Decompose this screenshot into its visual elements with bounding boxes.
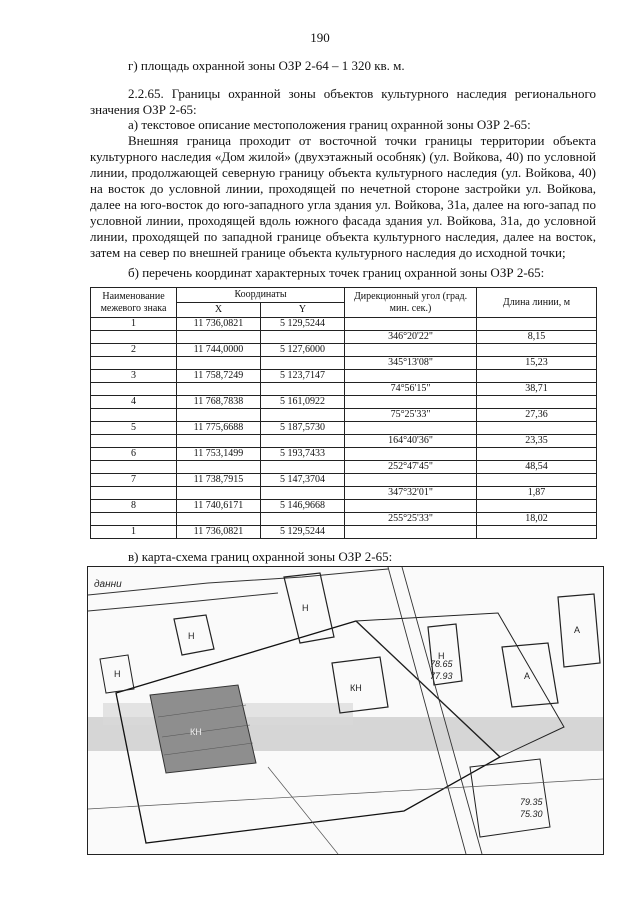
coordinates-table [90, 287, 597, 539]
table-cell [261, 487, 345, 500]
table-cell [91, 331, 177, 344]
table-cell [177, 513, 261, 526]
segment-angle: 74°56'15" [345, 383, 477, 396]
table-cell [91, 435, 177, 448]
header-x: X [177, 303, 261, 318]
point-y: 5 129,5244 [261, 318, 345, 331]
table-cell [477, 396, 597, 409]
point-y: 5 129,5244 [261, 526, 345, 539]
table-row [91, 474, 597, 487]
boundary-map [87, 566, 604, 855]
elevation-label: 77.93 [430, 671, 453, 681]
table-cell [91, 383, 177, 396]
header-y: Y [261, 303, 345, 318]
segment-angle: 164°40'36" [345, 435, 477, 448]
table-cell [177, 409, 261, 422]
elevation-label: 78.65 [430, 659, 453, 669]
street-line [402, 567, 482, 854]
point-y: 5 187,5730 [261, 422, 345, 435]
table-cell [91, 409, 177, 422]
table-cell [477, 500, 597, 513]
table-cell [345, 422, 477, 435]
table-row [91, 383, 597, 396]
point-x: 11 740,6171 [177, 500, 261, 513]
table-cell [477, 448, 597, 461]
segment-angle: 345°13'08" [345, 357, 477, 370]
point-x: 11 775,6688 [177, 422, 261, 435]
point-y: 5 147,3704 [261, 474, 345, 487]
table-cell [261, 357, 345, 370]
table-row [91, 487, 597, 500]
table-row [91, 357, 597, 370]
point-y: 5 123,7147 [261, 370, 345, 383]
map-label: данни [94, 579, 122, 590]
table-cell [177, 331, 261, 344]
table-cell [477, 344, 597, 357]
table-cell [91, 487, 177, 500]
table-row [91, 331, 597, 344]
table-row [91, 422, 597, 435]
map-label: А [524, 671, 531, 681]
point-name: 8 [91, 500, 177, 513]
table-row [91, 461, 597, 474]
table-cell [345, 370, 477, 383]
segment-length: 23,35 [477, 435, 597, 448]
point-name: 4 [91, 396, 177, 409]
segment-length: 15,23 [477, 357, 597, 370]
table-cell [345, 448, 477, 461]
segment-angle: 347°32'01" [345, 487, 477, 500]
area-paragraph: г) площадь охранной зоны ОЗР 2-64 – 1 320 кв. м. [128, 58, 405, 73]
point-y: 5 146,9668 [261, 500, 345, 513]
point-name: 3 [91, 370, 177, 383]
street-line [88, 593, 278, 611]
table-row [91, 318, 597, 331]
point-y: 5 127,6000 [261, 344, 345, 357]
header-coords: Координаты [177, 288, 345, 303]
table-cell [177, 357, 261, 370]
header-angle: Дирекционный угол (град. мин. сек.) [345, 288, 477, 318]
table-cell [91, 461, 177, 474]
table-row [91, 409, 597, 422]
subheading-a: а) текстовое описание местоположения границ охранной зоны ОЗР 2-65: [128, 117, 531, 132]
table-row [91, 435, 597, 448]
table-row [91, 370, 597, 383]
point-name: 1 [91, 318, 177, 331]
heritage-building [150, 685, 256, 773]
section-heading: 2.2.65. Границы охранной зоны объектов культурного наследия регионального значения ОЗР 2-65: [90, 86, 596, 117]
point-x: 11 736,0821 [177, 318, 261, 331]
map-label: А [574, 625, 581, 635]
street-line [88, 569, 388, 595]
map-drawing [88, 567, 603, 854]
segment-length: 27,36 [477, 409, 597, 422]
table-cell [477, 474, 597, 487]
page-number: 190 [310, 30, 330, 45]
map-label: Н [188, 631, 195, 641]
table-cell [261, 461, 345, 474]
segment-angle: 75°25'33" [345, 409, 477, 422]
point-name: 2 [91, 344, 177, 357]
table-cell [177, 383, 261, 396]
point-y: 5 161,0922 [261, 396, 345, 409]
table-cell [477, 370, 597, 383]
table-cell [345, 396, 477, 409]
subheading-b: б) перечень координат характерных точек границ охранной зоны ОЗР 2-65: [128, 265, 545, 280]
header-length: Длина линии, м [477, 288, 597, 318]
elevation-label: 75.30 [520, 809, 543, 819]
table-cell [345, 500, 477, 513]
segment-angle: 255°25'33" [345, 513, 477, 526]
table-row [91, 448, 597, 461]
table-cell [177, 487, 261, 500]
point-name: 5 [91, 422, 177, 435]
table-cell [345, 526, 477, 539]
segment-length: 1,87 [477, 487, 597, 500]
table-cell [91, 357, 177, 370]
table-row [91, 526, 597, 539]
point-x: 11 736,0821 [177, 526, 261, 539]
point-x: 11 768,7838 [177, 396, 261, 409]
table-cell [261, 513, 345, 526]
table-row [91, 344, 597, 357]
table-cell [477, 318, 597, 331]
boundary-description: Внешняя граница проходит от восточной точки границы территории объекта культурного наследия «Дом жилой» (двухэтажный особняк) (ул. Войкова, 40) по условной линии, продолжающей северную границу объекта культурного наследия (ул. Войкова, 40) на восток до условной линии, проходящей по нечетной стороне застройки ул. Войкова, далее на юго-восток до юго-западного угла здания ул. Войкова, 31а, далее на юго-запад по условной линии, проходящей вдоль южного фасада здания ул. Войкова, 31а, до условной линии, проходящей по западной границе объекта культурного наследия, далее на восток, затем на север по внешней границе объекта культурного наследия до исходной точки; [90, 133, 596, 260]
map-label: Н [438, 651, 445, 661]
segment-length: 18,02 [477, 513, 597, 526]
table-row [91, 396, 597, 409]
segment-length: 8,15 [477, 331, 597, 344]
segment-length: 38,71 [477, 383, 597, 396]
point-x: 11 758,7249 [177, 370, 261, 383]
point-name: 1 [91, 526, 177, 539]
table-cell [477, 526, 597, 539]
map-label: Н [302, 603, 309, 613]
point-name: 7 [91, 474, 177, 487]
street-line [268, 767, 338, 854]
table-cell [261, 435, 345, 448]
point-x: 11 738,7915 [177, 474, 261, 487]
table-cell [177, 461, 261, 474]
table-row [91, 513, 597, 526]
table-cell [345, 474, 477, 487]
point-name: 6 [91, 448, 177, 461]
table-cell [261, 331, 345, 344]
point-x: 11 744,0000 [177, 344, 261, 357]
segment-angle: 346°20'22" [345, 331, 477, 344]
table-cell [177, 435, 261, 448]
table-row [91, 500, 597, 513]
table-cell [91, 513, 177, 526]
map-label: КН [190, 727, 202, 737]
building [284, 573, 334, 643]
table-cell [477, 422, 597, 435]
segment-angle: 252°47'45" [345, 461, 477, 474]
elevation-label: 79.35 [520, 797, 543, 807]
table-cell [345, 318, 477, 331]
header-name: Наименование межевого знака [91, 288, 177, 318]
segment-length: 48,54 [477, 461, 597, 474]
table-cell [261, 383, 345, 396]
map-label: Н [114, 669, 121, 679]
map-label: КН [350, 683, 362, 693]
point-y: 5 193,7433 [261, 448, 345, 461]
table-cell [261, 409, 345, 422]
point-x: 11 753,1499 [177, 448, 261, 461]
table-cell [345, 344, 477, 357]
subheading-v: в) карта-схема границ охранной зоны ОЗР 2-65: [128, 549, 393, 564]
